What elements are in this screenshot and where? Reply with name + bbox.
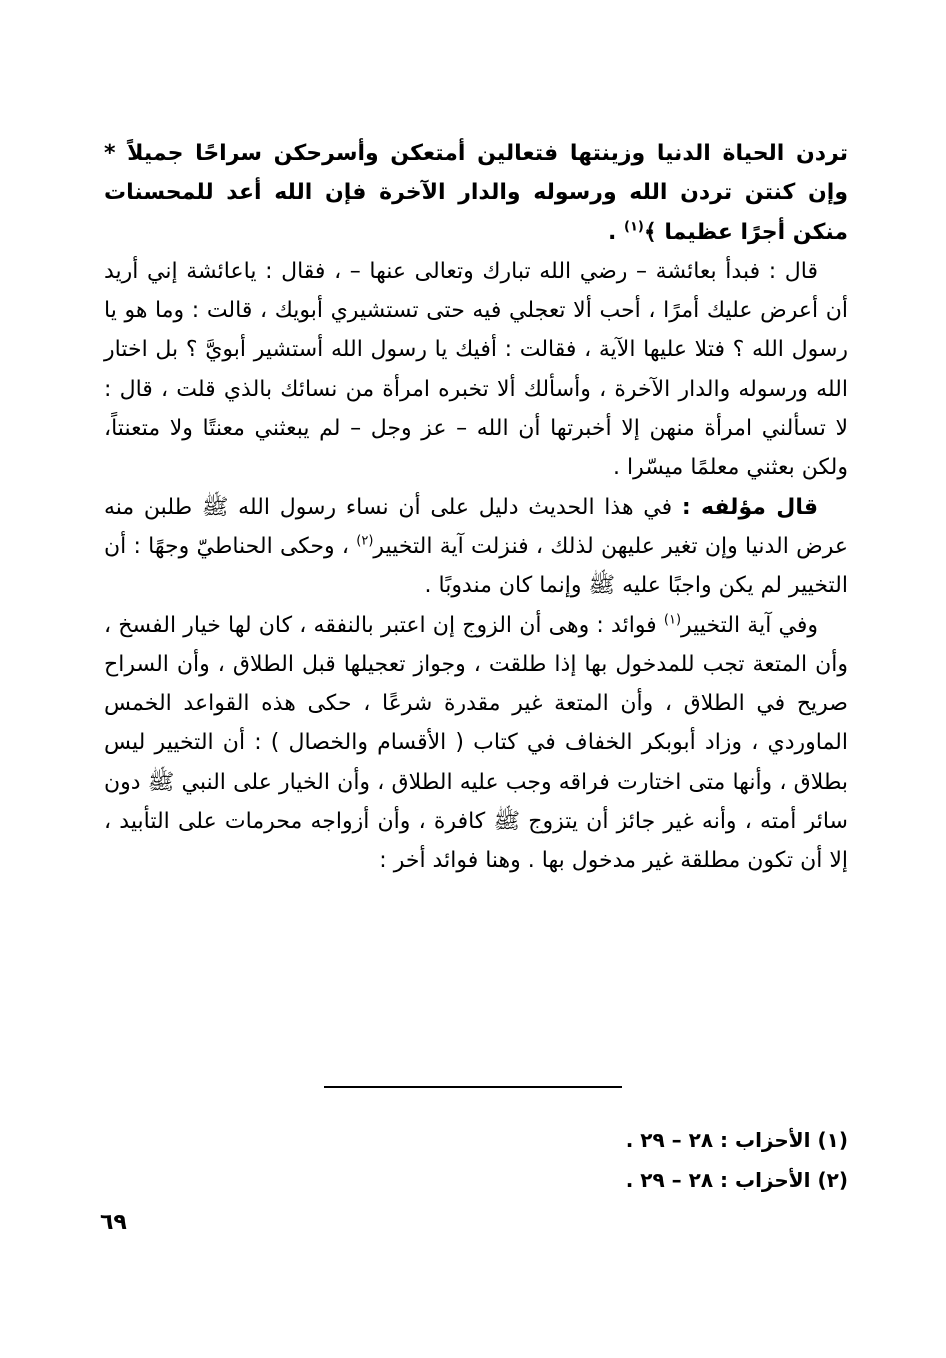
footnote-ref-3: (١): [663, 612, 682, 628]
quran-passage-end: .: [607, 219, 625, 245]
page-number: ٦٩: [100, 1210, 127, 1235]
footnote-1: (١) الأحزاب : ٢٨ – ٢٩ .: [625, 1128, 848, 1152]
paragraph-aisha: [104, 252, 848, 488]
footnote-ref-1: (١): [624, 219, 644, 235]
benefits-text-b: فوائد : وهى أن الزوج إن اعتبر بالنفقه ، كان لها خيار الفسخ ، وأن المتعة تجب للمدخول بها إذا طلقت ، وجواز تعجيلها قبل الطلاق ، وأن السراح صريح في الطلاق ، وأن المتعة غير مقدرة شرعًا ، حكى هذه القواعد الخمس الماوردي ، وزاد أبوبكر الخفاف في كتاب ( الأقسام والخصال ) : أن التخيير ليس بطلاق ، وأنها متى اختارت فراقه وجب عليه الطلاق ، وأن الخيار على النبي ﷺ دون سائر أمته ، وأنه غير جائز أن يتزوج ﷺ كافرة ، وأن أزواجه محرمات على التأبيد ، إلا أن تكون مطلقة غير مدخول بها . وهنا فوائد أخر :: [104, 612, 848, 874]
author-comment-text-a: في هذا الحديث دليل على أن نساء رسول الله ﷺ طلبن منه عرض الدنيا وإن تغير عليهن لذلك ، فنزلت آية التخيير: [104, 494, 848, 559]
paragraph-aisha-text: قال : فبدأ بعائشة – رضي الله تبارك وتعالى عنها – ، فقال : ياعائشة إني أريد أن أعرض عليك أمرًا ، أحب ألا تعجلي فيه حتى تستشيري أبويك ، قالت : وما هو يا رسول الله ؟ فتلا عليها الآية ، فقالت : أفيك يا رسول الله أستشير أبويَّ ؟ بل اختار الله ورسوله والدار الآخرة ، وأسألك ألا تخبره امرأة من نسائك بالذي قلت ، قال : لا تسألني امرأة منهن إلا أخبرتها أن الله – عز وجل – لم يبعثني معنتًا ولا متعنتاً، ولكن بعثني معلمًا ميسّرا .: [104, 258, 848, 481]
paragraph-author-comment: [104, 488, 848, 606]
footnotes: [404, 1120, 848, 1200]
quran-passage-text: تردن الحياة الدنيا وزينتها فتعالين أمتعكن وأسرحكن سراحًا جميلاً * وإن كنتن تردن الله ورسوله والدار الآخرة فإن الله أعد للمحسنات منكن أجرًا عظيما ﴾: [104, 141, 848, 245]
quran-passage: [104, 134, 848, 252]
author-comment-lead: قال مؤلفه :: [681, 494, 818, 520]
footnote-divider: [324, 1086, 622, 1088]
paragraph-benefits: [104, 606, 848, 881]
footnote-2: (٢) الأحزاب : ٢٨ – ٢٩ .: [625, 1168, 848, 1192]
footnote-ref-2: (٢): [356, 533, 374, 549]
benefits-text-a: وفي آية التخيير: [681, 612, 818, 638]
author-comment-text-b: ، وحكى الحناطيّ وجهًا : أن التخيير لم يكن واجبًا عليه ﷺ وإنما كان مندوبًا .: [104, 533, 848, 599]
main-text: [104, 134, 848, 881]
